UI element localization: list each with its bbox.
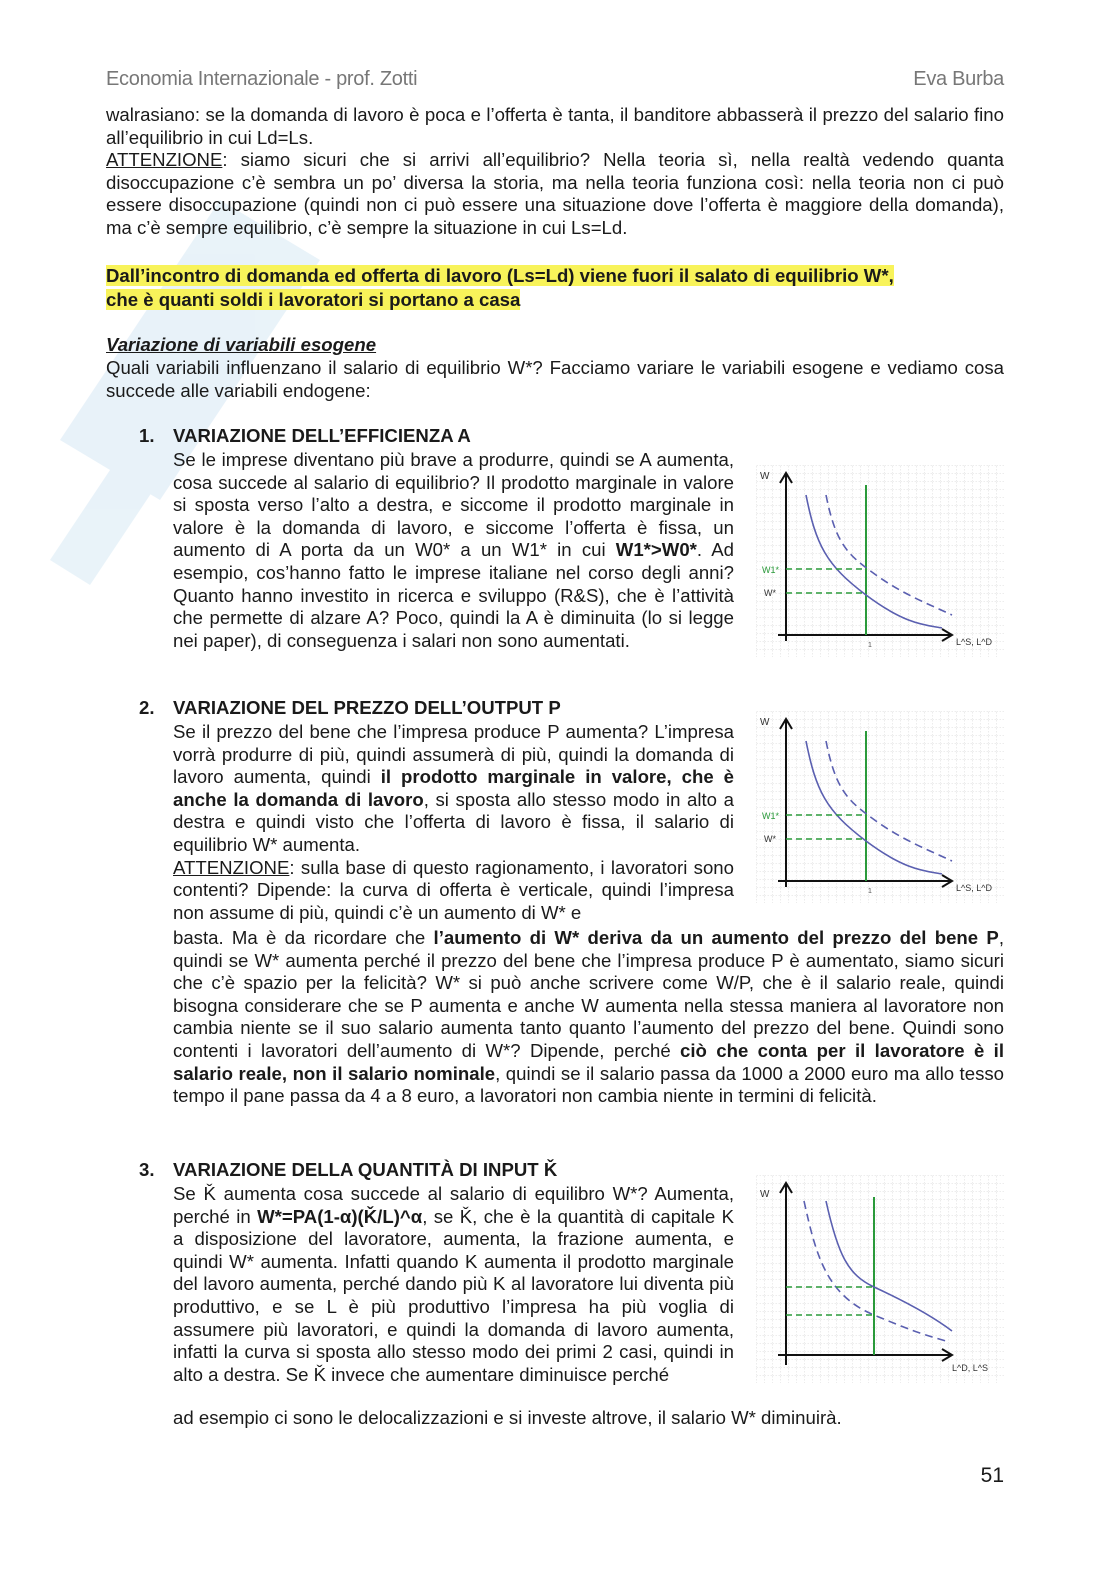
item-3-number: 3. bbox=[139, 1159, 155, 1180]
item-2-text-c: : sulla base di questo ragionamento, i lavoratori sono contenti? Dipende: la curva di offerta è verticale, quindi l’impresa non assume di più, quindi c’è un aumento di W* e bbox=[173, 856, 734, 923]
item-3-text-a: Se Ǩ aumenta cosa succede al salario di equilibro W*? Aumenta, perché in bbox=[173, 1183, 734, 1227]
highlight-statement bbox=[106, 264, 1004, 312]
x-axis-label: L^S, L^D bbox=[956, 637, 992, 647]
w1-label: W1* bbox=[762, 811, 780, 821]
item-1-text-b: . Ad esempio, cos’hanno fatto le imprese italiane nel corso degli anni? Quanto hanno investito in ricerca e sviluppo (R&S), che è l’attività che permette di alzare A? Poco, quindi la A è diminuita (lo si legge nei paper), di conseguenza i salari non sono aumentati. bbox=[173, 539, 734, 651]
x-axis-label: L^D, L^S bbox=[952, 1363, 988, 1373]
item-2-bold-b: l’aumento di W* deriva da un aumento del prezzo del bene P bbox=[433, 927, 999, 948]
page-number: 51 bbox=[980, 1464, 1004, 1487]
section-intro: Quali variabili influenzano il salario di equilibrio W*? Facciamo variare le variabili esogene e vediamo cosa succede alle variabili endogene: bbox=[106, 357, 1004, 401]
item-2-text-b: , si sposta allo stesso modo in alto a destra e quindi visto che l’offerta di lavoro è fissa, il salario di equilibrio W* aumenta. bbox=[173, 788, 734, 855]
chart-grid bbox=[756, 465, 1004, 657]
y-axis-label: W bbox=[760, 1189, 770, 1200]
item-3-body bbox=[173, 1183, 734, 1386]
item-2-body-top bbox=[173, 721, 734, 924]
item-2-body-bottom bbox=[173, 927, 1004, 1108]
w1-label: W1* bbox=[762, 565, 780, 575]
item-2-text-a: Se il prezzo del bene che l’impresa produce P aumenta? L’impresa vorrà produrre di più, quindi assumerà di più, quindi la domanda di lavoro aumenta, quindi bbox=[173, 721, 734, 788]
item-3-text-b: , se Ǩ, che è la quantità di capitale K a disposizione del lavoratore, aumenta, la frazione aumenta, e quindi W* aumenta. Infatti quando K aumenta il prodotto marginale del lavoro aumenta, perché dando più K al lavoratore lui diventa più produttivo, e se L è più produttivo l’impresa ha più voglia di assumere più lavoratori, e quindi la domanda di lavoro aumenta, infatti la curva si sposta allo stesso modo dei primi 2 casi, quindi in alto a destra. Se Ǩ invece che aumentare diminuisce perché bbox=[173, 1205, 734, 1385]
item-1-bold: W1*>W0* bbox=[615, 539, 697, 561]
item-2-text-e: , quindi se W* aumenta perché il prezzo del bene che l’impresa produce P è aumentato, siamo sicuri che c’è spazio per la felicità? W* si può anche scrivere come W/P, che è il salario reale, quindi bisogna considerare che se P aumenta e anche W aumenta nella stessa maniera al lavoratore non cambia niente se il suo salario aumenta tanto quanto l’aumento del prezzo del bene. Quindi sono contenti i lavoratori dell’aumento di W*? Dipende, perché bbox=[173, 927, 1004, 1061]
item-3-body-bottom: ad esempio ci sono le delocalizzazioni e si investe altrove, il salario W* diminuirà. bbox=[173, 1407, 842, 1428]
item-2-number: 2. bbox=[139, 697, 155, 718]
item-2-title: VARIAZIONE DEL PREZZO DELL’OUTPUT P bbox=[173, 697, 561, 718]
header-author: Eva Burba bbox=[913, 68, 1004, 90]
chart-price bbox=[756, 711, 1004, 903]
attention-label: ATTENZIONE bbox=[106, 149, 223, 171]
item-2-text-d: basta. Ma è da ricordare che bbox=[173, 927, 434, 948]
chart-capital bbox=[756, 1175, 1004, 1383]
x-axis-label: L^S, L^D bbox=[956, 883, 992, 893]
item-1-text-a: Se le imprese diventano più brave a produrre, quindi se A aumenta, cosa succede al salario di equilibrio? Il prodotto marginale in valore si sposta verso l’alto a destra, e siccome il prodotto marginale in valore è la domanda di lavoro, e siccome l’offerta è fissa, un aumento di A porta da un W0* a un W1* in cui bbox=[173, 449, 734, 561]
x-tick-label: 1 bbox=[868, 888, 872, 895]
chart-grid bbox=[756, 1175, 1004, 1383]
section-title: Variazione di variabili esogene bbox=[106, 334, 377, 355]
item-1-title: VARIAZIONE DELL’EFFICIENZA A bbox=[173, 425, 471, 446]
highlight-line-1: Dall’incontro di domanda ed offerta di lavoro (Ls=Ld) viene fuori il salato di equilibrio W*, bbox=[106, 265, 894, 286]
intro-paragraph bbox=[106, 104, 1004, 240]
item-1-body bbox=[173, 449, 734, 652]
item-3-formula: W*=PA(1-α)(Ǩ/L)^α bbox=[257, 1205, 423, 1227]
y-axis-label: W bbox=[760, 717, 770, 728]
item-2-text-f: , quindi se il salario passa da 1000 a 2000 euro ma allo tesso tempo il pane passa da 4 a 8 euro, a lavoratori non cambia niente in termini di felicità. bbox=[173, 1062, 1004, 1107]
x-tick-label: 1 bbox=[868, 642, 872, 649]
w0-label: W* bbox=[764, 834, 776, 844]
item-1-number: 1. bbox=[139, 425, 155, 446]
header-course: Economia Internazionale - prof. Zotti bbox=[106, 68, 418, 90]
w0-label: W* bbox=[764, 588, 776, 598]
intro-text: walrasiano: se la domanda di lavoro è poca e l’offerta è tanta, il banditore abbasserà il prezzo del salario fino all’equilibrio in cui Ld=Ls. bbox=[106, 104, 1004, 148]
chart-efficiency bbox=[756, 465, 1004, 657]
y-axis-label: W bbox=[760, 471, 770, 482]
intro-text-2: : siamo sicuri che si arrivi all’equilibrio? Nella teoria sì, nella realtà vedendo quanta disoccupazione c’è sembra un po’ diversa la storia, ma nella teoria funziona così: nella teoria non ci può essere disoccupazione (quindi non ci può essere una situazione dove l’offerta è maggiore della domanda), ma c’è sempre equilibrio, c’è sempre la situazione in cui Ls=Ld. bbox=[106, 149, 1004, 238]
chart-grid bbox=[756, 711, 1004, 903]
section-heading bbox=[106, 334, 1004, 357]
item-2-bold-c: ciò che conta per il lavoratore è il salario reale, non il salario nominale bbox=[173, 1039, 1004, 1084]
item-2-attention-label: ATTENZIONE bbox=[173, 856, 290, 878]
item-2-bold-a: il prodotto marginale in valore, che è anche la domanda di lavoro bbox=[173, 766, 734, 810]
highlight-line-2: che è quanti soldi i lavoratori si portano a casa bbox=[106, 289, 521, 310]
item-3-title: VARIAZIONE DELLA QUANTITÀ DI INPUT Ǩ bbox=[173, 1159, 558, 1180]
